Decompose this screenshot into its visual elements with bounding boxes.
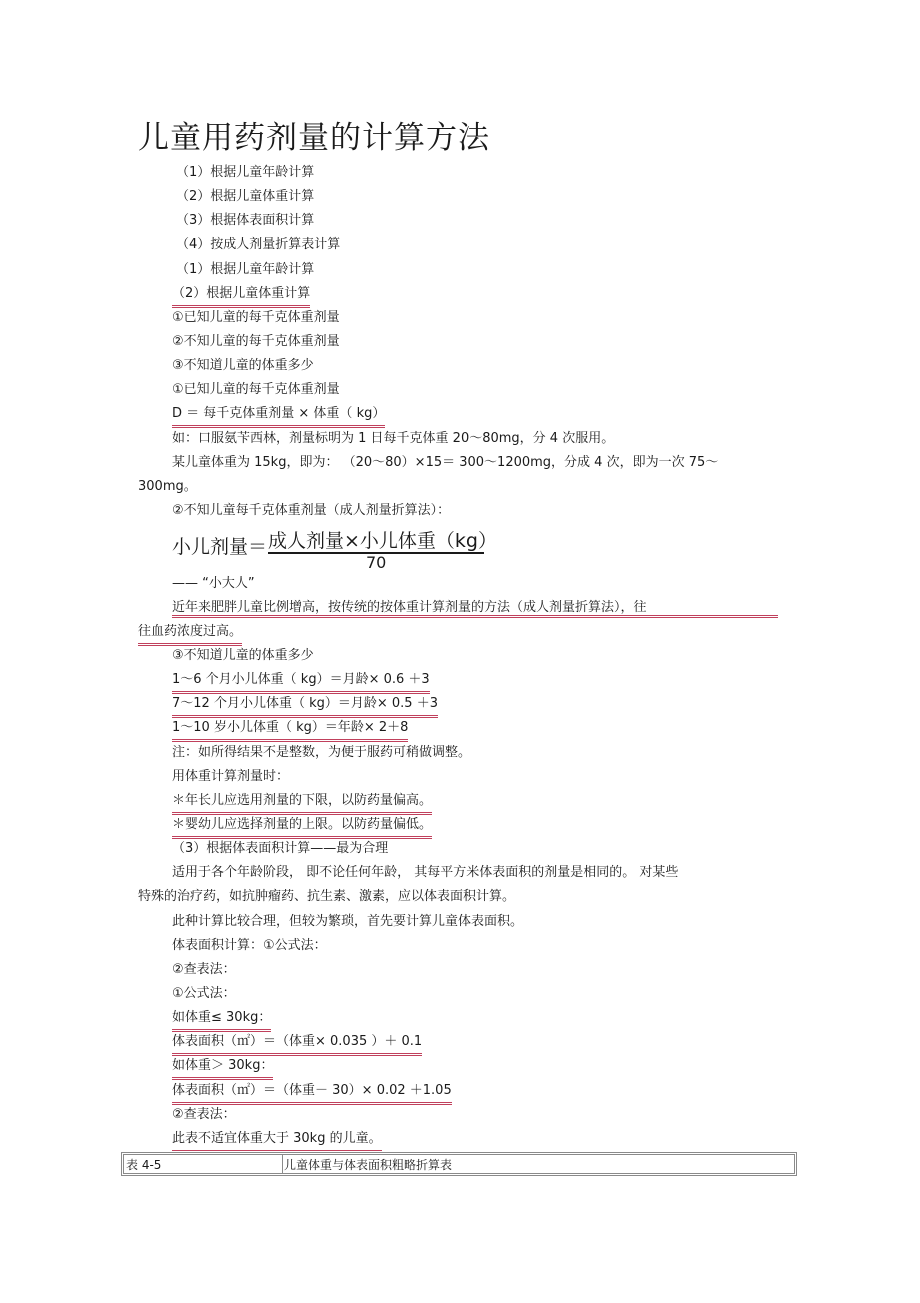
bsa-paragraph: 适用于各个年龄阶段， 即不论任何年龄， 其每平方米体表面积的剂量是相同的。 对某些 bbox=[172, 865, 679, 880]
bsa-paragraph: 此种计算比较合理，但较为繁琐，首先要计算儿童体表面积。 bbox=[172, 914, 524, 929]
case-heading: ③不知道儿童的体重多少 bbox=[172, 648, 314, 663]
section-heading-weight: （2）根据儿童体重计算 bbox=[172, 285, 310, 308]
weight-case: ②不知儿童的每千克体重剂量 bbox=[172, 334, 340, 349]
case-heading: ②不知儿童每千克体重剂量（成人剂量折算法）： bbox=[172, 503, 451, 518]
table-note: 此表不适宜体重大于 30kg 的儿童。 bbox=[172, 1130, 382, 1153]
bsa-methods: 体表面积计算：①公式法： bbox=[172, 938, 327, 953]
page-title: 儿童用药剂量的计算方法 bbox=[138, 120, 490, 156]
bsa-condition: 如体重≤ 30kg： bbox=[172, 1009, 271, 1032]
obesity-line-end: 往血药浓度过高。 bbox=[138, 623, 242, 646]
toc-item: （1）根据儿童年龄计算 bbox=[176, 165, 315, 180]
bsa-condition: 如体重＞ 30kg： bbox=[172, 1057, 273, 1080]
example-line: 300mg。 bbox=[138, 479, 197, 494]
formula-lhs: 小儿剂量＝ bbox=[172, 536, 268, 558]
table-caption: 儿童体重与体表面积粗略折算表 bbox=[284, 1158, 453, 1172]
toc-item: （1）根据儿童年龄计算 bbox=[176, 262, 315, 277]
formula-denominator: 70 bbox=[366, 553, 387, 572]
weight-case: ①已知儿童的每千克体重剂量 bbox=[172, 382, 340, 397]
underline bbox=[172, 615, 778, 618]
age-weight-formula: 1～10 岁小儿体重（ kg）＝年龄× 2＋8 bbox=[172, 719, 408, 742]
usage-item: ＊婴幼儿应选择剂量的上限。以防药量偏低。 bbox=[172, 816, 432, 839]
table-label-cell bbox=[124, 1155, 283, 1173]
xiaodaren-line: —— “小大人” bbox=[172, 576, 255, 591]
toc-item: （3）根据体表面积计算 bbox=[176, 213, 315, 228]
obesity-line: 近年来肥胖儿童比例增高，按传统的按体重计算剂量的方法（成人剂量折算法），往 bbox=[172, 600, 647, 615]
age-weight-formula: 7～12 个月小儿体重（ kg）＝月龄× 0.5 ＋3 bbox=[172, 695, 438, 718]
toc-item: （4）按成人剂量折算表计算 bbox=[176, 237, 341, 252]
usage-item: ＊年长儿应选用剂量的下限，以防药量偏高。 bbox=[172, 792, 432, 815]
weight-case: ①已知儿童的每千克体重剂量 bbox=[172, 310, 340, 325]
toc-item: （2）根据儿童体重计算 bbox=[176, 189, 315, 204]
age-weight-formula: 1～6 个月小儿体重（ kg）＝月龄× 0.6 ＋3 bbox=[172, 671, 430, 694]
bsa-formula: 体表面积（㎡）＝（体重－ 30）× 0.02 ＋1.05 bbox=[172, 1082, 452, 1105]
weight-case: ③不知道儿童的体重多少 bbox=[172, 358, 314, 373]
table-label: 表 4-5 bbox=[126, 1158, 162, 1172]
example-line: 某儿童体重为 15kg，即为： （20～80）×15＝ 300～1200mg，分成 4 次，即为一次 75～ bbox=[172, 455, 719, 470]
child-dose-formula bbox=[172, 530, 497, 574]
bsa-method: ②查表法： bbox=[172, 1107, 236, 1122]
formula-dose: D ＝ 每千克体重剂量 × 体重（ kg） bbox=[172, 405, 385, 428]
bsa-formula: 体表面积（㎡）＝（体重× 0.035 ）＋ 0.1 bbox=[172, 1033, 422, 1056]
bsa-table bbox=[121, 1152, 797, 1176]
formula-numerator: 成人剂量×小儿体重（kg） bbox=[268, 530, 497, 552]
bsa-method: ①公式法： bbox=[172, 986, 236, 1001]
note-line: 注：如所得结果不是整数，为便于服药可稍做调整。 bbox=[172, 745, 472, 760]
bsa-paragraph: 特殊的治疗药，如抗肿瘤药、抗生素、激素，应以体表面积计算。 bbox=[138, 889, 516, 904]
section-heading-bsa: （3）根据体表面积计算——最为合理 bbox=[172, 841, 389, 856]
example-line: 如：口服氨苄西林，剂量标明为 1 日每千克体重 20～80mg，分 4 次服用。 bbox=[172, 431, 615, 446]
usage-heading: 用体重计算剂量时： bbox=[172, 769, 290, 784]
bsa-method: ②查表法： bbox=[172, 962, 236, 977]
